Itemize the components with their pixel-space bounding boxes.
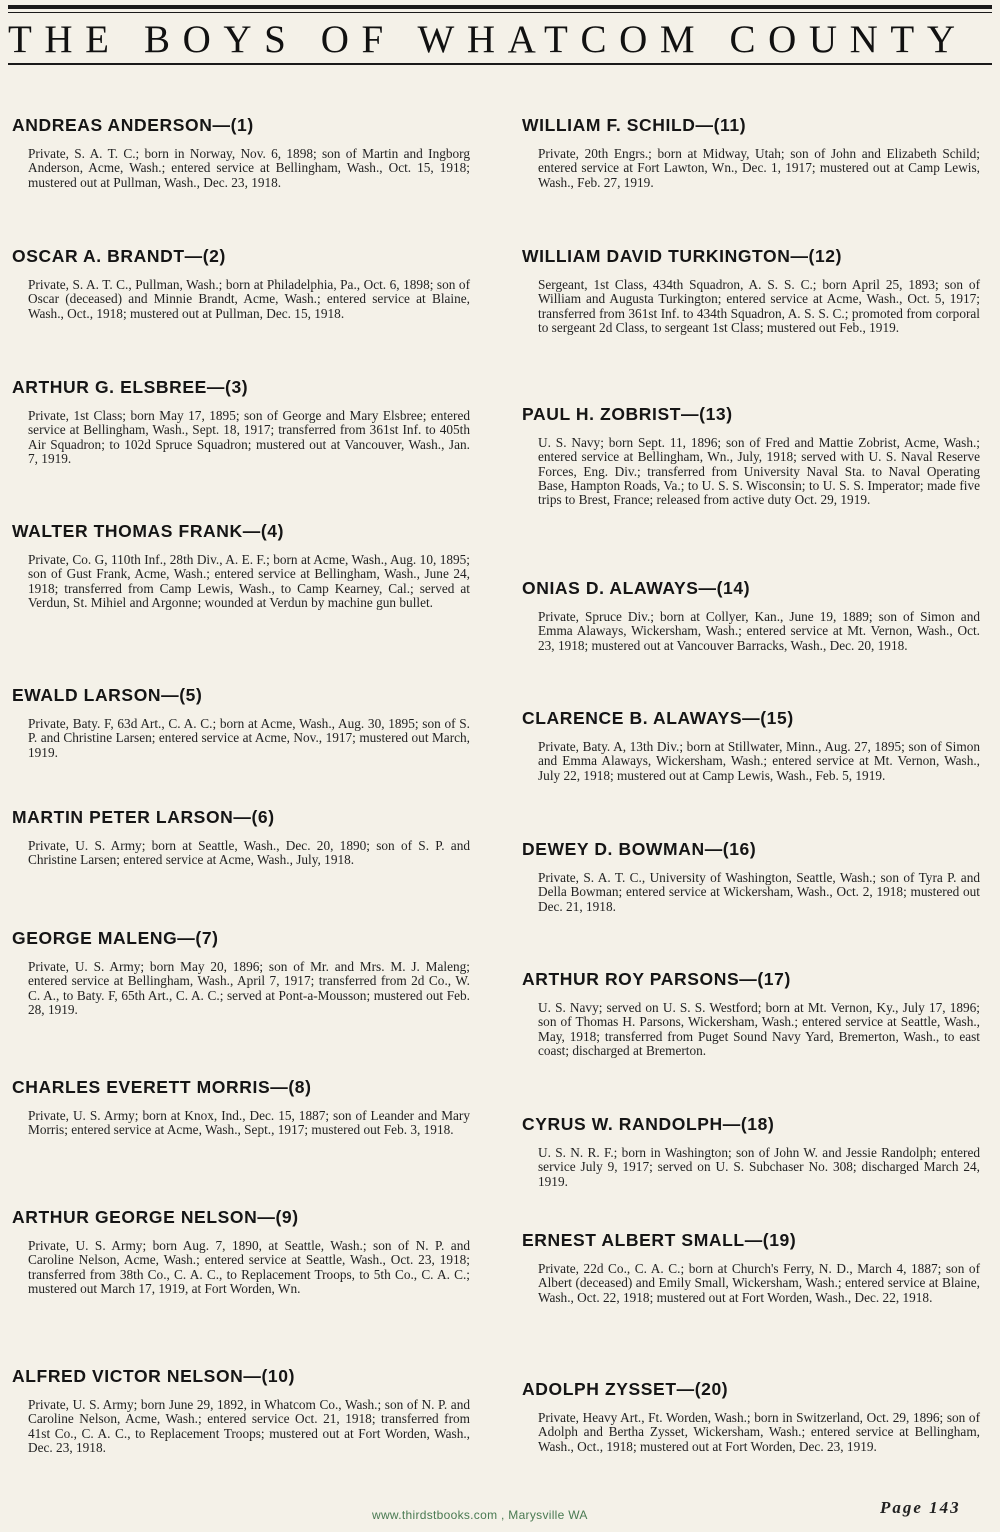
entry-20 xyxy=(522,1378,980,1454)
entry-name: ANDREAS ANDERSON—(1) xyxy=(12,115,254,135)
entry-name: ARTHUR GEORGE NELSON—(9) xyxy=(12,1207,299,1227)
entry-12 xyxy=(522,245,980,335)
entry-name: DEWEY D. BOWMAN—(16) xyxy=(522,839,757,859)
entry-text: Private, 20th Engrs.; born at Midway, Utah; son of John and Elizabeth Schild; entered service at Fort Lawton, Wn., Dec. 1, 1917; mustered out at Camp Lewis, Wash., Feb. 27, 1919. xyxy=(538,146,980,190)
entry-name: WILLIAM DAVID TURKINGTON—(12) xyxy=(522,246,843,266)
entry-13 xyxy=(522,403,980,507)
entry-name: ADOLPH ZYSSET—(20) xyxy=(522,1379,729,1399)
entry-text: Private, Spruce Div.; born at Collyer, Kan., June 19, 1889; son of Simon and Emma Alaways, Wickersham, Wash.; entered service at Mt. Vernon, Wash., Oct. 23, 1918; mustered out at Vancouver Barracks, Wash., Dec. 20, 1918. xyxy=(538,609,980,653)
header-rule-bottom xyxy=(8,63,992,65)
entry-text: Private, Co. G, 110th Inf., 28th Div., A. E. F.; born at Acme, Wash., Aug. 10, 1895; son of Gust Frank, Acme, Wash.; entered service at Bellingham, Wash., June 24, 1918; transferred from Camp Lewis, Wash., to Camp Kearney, Cal.; served at Verdun, St. Mihiel and Argonne; wounded at Verdun by machine gun bullet. xyxy=(28,552,470,610)
entry-name: ARTHUR ROY PARSONS—(17) xyxy=(522,969,791,989)
entry-name: CLARENCE B. ALAWAYS—(15) xyxy=(522,708,794,728)
entry-14 xyxy=(522,577,980,653)
entry-text: Private, 22d Co., C. A. C.; born at Church's Ferry, N. D., March 4, 1887; son of Albert (deceased) and Emily Small, Wickersham, Wash.; entered service at Blaine, Wash., Oct. 22, 1918; mustered out at Fort Worden, Wash., Dec. 22, 1918. xyxy=(538,1261,980,1305)
entry-text: Private, Baty. A, 13th Div.; born at Stillwater, Minn., Aug. 27, 1895; son of Simon and Emma Alaways, Wickersham, Wash.; entered service at Mt. Vernon, Wash., July 22, 1918; mustered out at Camp Lewis, Wash., Feb. 5, 1919. xyxy=(538,739,980,783)
entry-text: Private, U. S. Army; born June 29, 1892, in Whatcom Co., Wash.; son of N. P. and Caroline Nelson, Acme, Wash.; entered service Oct. 21, 1918; transferred from 41st Co., C. A. C., to Replacement Troops; mustered out at Fort Worden, Wash., Dec. 23, 1918. xyxy=(28,1397,470,1455)
entry-10 xyxy=(12,1365,470,1455)
entry-text: U. S. N. R. F.; born in Washington; son of John W. and Jessie Randolph; entered service July 9, 1917; served on U. S. Subchaser No. 308; discharged March 24, 1919. xyxy=(538,1145,980,1189)
entry-11 xyxy=(522,114,980,190)
entry-9 xyxy=(12,1206,470,1296)
entry-name: ALFRED VICTOR NELSON—(10) xyxy=(12,1366,296,1386)
entry-18 xyxy=(522,1113,980,1189)
entry-text: Private, U. S. Army; born May 20, 1896; son of Mr. and Mrs. M. J. Maleng; entered service at Bellingham, Wash., April 7, 1917; transferred from 2d Co., W. C. A., to Baty. F, 65th Art., C. A. C.; served at Pont-a-Mousson; mustered out Feb. 28, 1919. xyxy=(28,959,470,1017)
entry-1 xyxy=(12,114,470,190)
entry-text: Private, Heavy Art., Ft. Worden, Wash.; born in Switzerland, Oct. 29, 1896; son of Adolph and Bertha Zysset, Wickersham, Wash.; entered service at Bellingham, Wash., Oct., 1918; mustered out at Fort Worden, Dec. 23, 1919. xyxy=(538,1410,980,1454)
entry-5 xyxy=(12,684,470,760)
entry-7 xyxy=(12,927,470,1017)
entry-name: CYRUS W. RANDOLPH—(18) xyxy=(522,1114,775,1134)
source-credit: www.thirdstbooks.com , Marysville WA xyxy=(372,1508,588,1522)
entry-name: WILLIAM F. SCHILD—(11) xyxy=(522,115,747,135)
entry-name: ARTHUR G. ELSBREE—(3) xyxy=(12,377,249,397)
entry-15 xyxy=(522,707,980,783)
entry-name: ONIAS D. ALAWAYS—(14) xyxy=(522,578,751,598)
page-title: THE BOYS OF WHATCOM COUNTY xyxy=(8,18,968,61)
entry-name: EWALD LARSON—(5) xyxy=(12,685,203,705)
entry-8 xyxy=(12,1076,470,1138)
entry-19 xyxy=(522,1229,980,1305)
entry-text: U. S. Navy; served on U. S. S. Westford; born at Mt. Vernon, Ky., July 17, 1896; son of Thomas H. Parsons, Wickersham, Wash.; entered service at Seattle, Wash., May, 1918; transferred from Puget Sound Navy Yard, Bremerton, Wash., to east coast; discharged at Bremerton. xyxy=(538,1000,980,1058)
entry-text: Private, U. S. Army; born at Knox, Ind., Dec. 15, 1887; son of Leander and Mary Morris; entered service at Acme, Wash., Sept., 1917; mustered out Feb. 3, 1918. xyxy=(28,1108,470,1138)
entry-3 xyxy=(12,376,470,466)
entry-text: Private, S. A. T. C., Pullman, Wash.; born at Philadelphia, Pa., Oct. 6, 1898; son of Oscar (deceased) and Minnie Brandt, Acme, Wash.; entered service at Blaine, Wash., Oct., 1918; mustered out at Pullman, Dec. 15, 1918. xyxy=(28,277,470,321)
entry-name: MARTIN PETER LARSON—(6) xyxy=(12,807,275,827)
entry-name: ERNEST ALBERT SMALL—(19) xyxy=(522,1230,797,1250)
entry-text: Private, U. S. Army; born at Seattle, Wash., Dec. 20, 1890; son of S. P. and Christine Larsen; entered service at Acme, Wash., July, 1918. xyxy=(28,838,470,868)
entry-text: Private, U. S. Army; born Aug. 7, 1890, at Seattle, Wash.; son of N. P. and Caroline Nelson, Acme, Wash.; entered service at Seattle, Wash., Oct. 23, 1918; transferred from 38th Co., C. A. C., to Replacement Troops, to 5th Co., C. A. C.; mustered out March 17, 1919, at Fort Worden, Wn. xyxy=(28,1238,470,1296)
page-number: Page 143 xyxy=(880,1498,961,1517)
entry-name: OSCAR A. BRANDT—(2) xyxy=(12,246,226,266)
header-rule-thin xyxy=(8,12,992,13)
entry-text: Private, Baty. F, 63d Art., C. A. C.; born at Acme, Wash., Aug. 30, 1895; son of S. P. and Christine Larsen; entered service at Acme, Nov., 1917; mustered out March, 1919. xyxy=(28,716,470,760)
entry-name: CHARLES EVERETT MORRIS—(8) xyxy=(12,1077,312,1097)
entry-name: GEORGE MALENG—(7) xyxy=(12,928,219,948)
entry-16 xyxy=(522,838,980,914)
entry-6 xyxy=(12,806,470,868)
entry-2 xyxy=(12,245,470,321)
entry-text: Private, S. A. T. C.; born in Norway, Nov. 6, 1898; son of Martin and Ingborg Anderson, Acme, Wash.; entered service at Bellingham, Wash., Oct. 15, 1918; mustered out at Pullman, Wash., Dec. 23, 1918. xyxy=(28,146,470,190)
entry-name: PAUL H. ZOBRIST—(13) xyxy=(522,404,733,424)
entry-text: Sergeant, 1st Class, 434th Squadron, A. S. S. C.; born April 25, 1893; son of William and Augusta Turkington; entered service at Acme, Wash., Oct. 5, 1917; transferred from 361st Inf. to 434th Squadron, A. S. S. C.; promoted from corporal to sergeant 2d Class, to sergeant 1st Class; mustered out Feb., 1919. xyxy=(538,277,980,335)
entry-4 xyxy=(12,520,470,610)
entry-17 xyxy=(522,968,980,1058)
header-rule-top xyxy=(8,5,992,9)
entry-text: Private, S. A. T. C., University of Washington, Seattle, Wash.; son of Tyra P. and Della Bowman; entered service at Wickersham, Wash., Oct. 2, 1918; mustered out Dec. 21, 1918. xyxy=(538,870,980,914)
entry-name: WALTER THOMAS FRANK—(4) xyxy=(12,521,285,541)
entry-text: Private, 1st Class; born May 17, 1895; son of George and Mary Elsbree; entered service at Bellingham, Wash., Sept. 18, 1917; transferred from 361st Inf. to 405th Air Squadron; to 102d Spruce Squadron; mustered out at Vancouver, Wash., Jan. 7, 1919. xyxy=(28,408,470,466)
entry-text: U. S. Navy; born Sept. 11, 1896; son of Fred and Mattie Zobrist, Acme, Wash.; entered service at Bellingham, Wn., July, 1918; served with U. S. Naval Reserve Forces, Eng. Div.; transferred from University Naval Sta. to Naval Operating Base, Hampton Roads, Va.; to U. S. S. Wisconsin; to U. S. S. Imperator; made five trips to Brest, France; released from active duty Oct. 29, 1919. xyxy=(538,435,980,508)
